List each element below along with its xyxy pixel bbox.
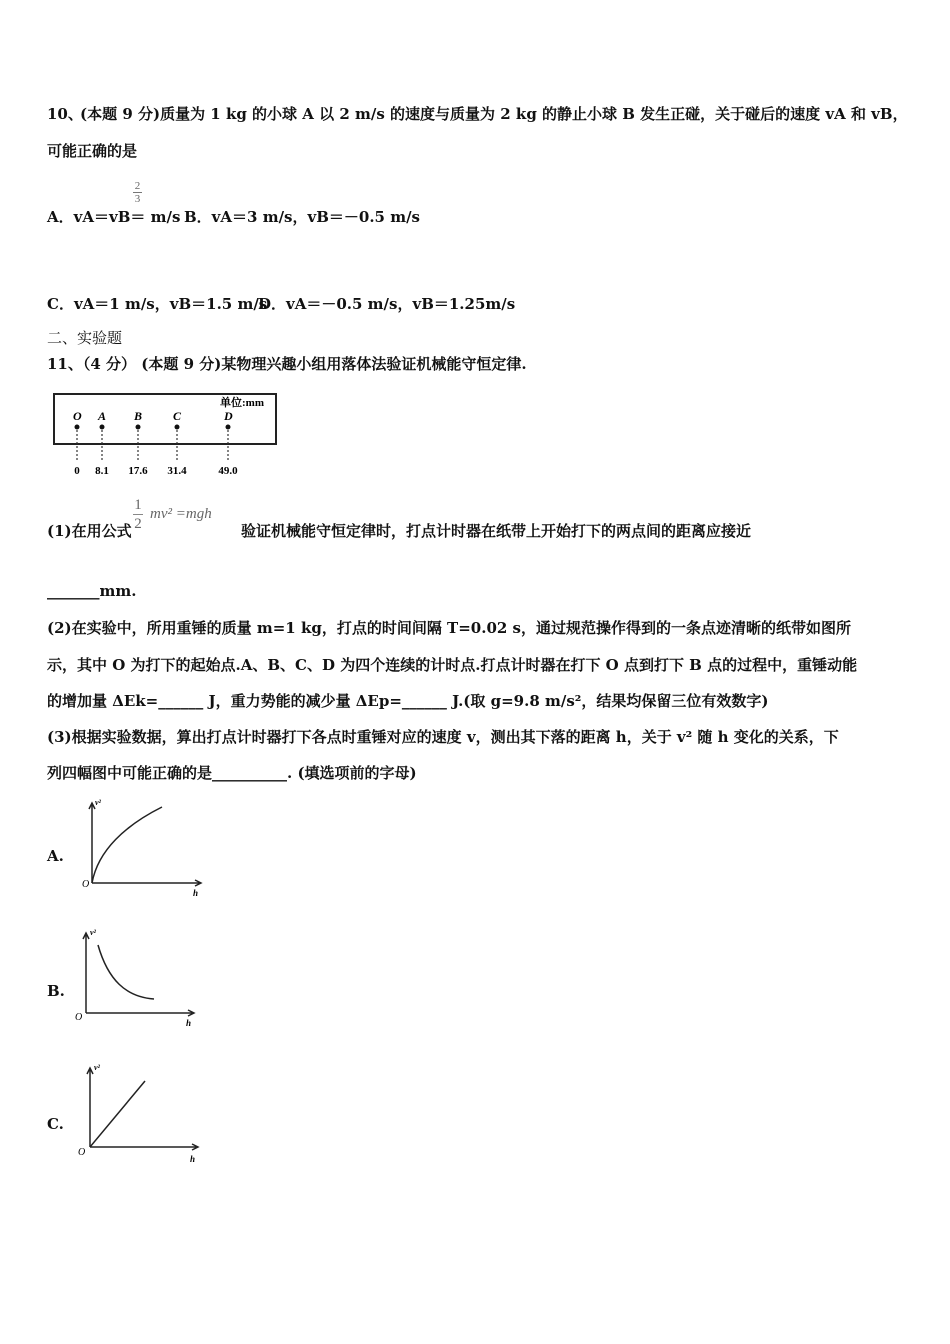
tape-distance-value: 8.1 [95,465,109,477]
formula-fraction [133,496,143,533]
q10-option-c: C．vA＝1 m/s，vB＝1.5 m/s [47,295,268,313]
formula-denominator: 2 [134,516,142,532]
q10-stem-line2: 可能正确的是 [47,142,138,160]
tape-dot [175,425,180,430]
q10-optA-numerator: 2 [134,180,141,192]
q11-p2-line3: 的增加量 ΔEk=______ J，重力势能的减少量 ΔEp=______ J.(取 g=9.8 m/s²，结果均保留三位有效数字) [47,692,769,710]
q10-option-d: D．vA＝－0.5 m/s，vB＝1.25m/s [258,295,516,313]
origin-label: O [82,879,90,890]
q10-number: 10、 [47,105,83,123]
formula-expression: mv² =mgh [150,506,212,522]
tape-point-label: O [73,409,82,423]
line-proportional [90,1081,145,1147]
q11-p1-blank: _______mm. [47,582,137,600]
origin-label: O [78,1147,86,1158]
q11-p1-suffix: 验证机械能守恒定律时，打点计时器在纸带上开始打下的两点间的距离应接近 [241,522,752,540]
tape-dot [226,425,231,430]
y-axis [89,803,95,883]
graph-b-label: B. [47,982,65,1000]
x-axis [92,880,201,886]
origin-label: O [75,1012,83,1023]
tape-distance-value: 31.4 [167,465,187,477]
tape-dot [136,425,141,430]
x-axis-label: h [186,1018,192,1028]
q10-stem-line1: (本题 9 分)质量为 1 kg 的小球 A 以 2 m/s 的速度与质量为 2 kg 的静止小球 B 发生正碰，关于碰后的速度 vA 和 vB， [80,105,908,123]
tape-point-label: D [224,409,233,423]
graph-a-label: A. [47,847,64,865]
curve-concave [92,807,162,883]
q11-p3-line1: (3)根据实验数据，算出打点计时器打下各点时重锤对应的速度 v，测出其下落的距离 h，关于 v² 随 h 变化的关系，下 [47,728,839,746]
paper-tape-figure [50,388,282,480]
tape-point-label: C [173,409,182,423]
tape-dot [100,425,105,430]
q11-p2-line1: (2)在实验中，所用重锤的质量 m=1 kg，打点的时间间隔 T=0.02 s，通过规范操作得到的一条点迹清晰的纸带如图所 [47,619,851,637]
x-axis-label: h [193,888,199,898]
q10-optA-fraction [133,180,142,205]
tape-unit: 单位:mm [220,397,264,409]
q11-p3-line2: 列四幅图中可能正确的是__________. (填选项前的字母) [47,764,417,782]
y-axis [83,933,89,1013]
tape-point-label: B [134,409,143,423]
q11-p2-line2: 示，其中 O 为打下的起始点.A、B、C、D 为四个连续的计时点.打点计时器在打下 O 点到打下 B 点的过程中，重锤动能 [47,656,858,674]
graph-c-label: C. [47,1115,64,1133]
tape-distance-value: 49.0 [218,465,238,477]
y-axis-label: v² [90,928,96,937]
q10-option-b: B．vA＝3 m/s，vB＝－0.5 m/s [184,208,420,226]
graph-c [74,1060,206,1168]
x-axis [86,1010,194,1016]
tape-dot [75,425,80,430]
q10-option-a: A．vA＝vB＝ m/s [47,208,181,226]
curve-decreasing [98,945,154,999]
tape-point-label: A [98,409,107,423]
q11-title: 11、（4 分） (本题 9 分)某物理兴趣小组用落体法验证机械能守恒定律. [47,355,527,373]
q10-optA-denominator: 3 [134,193,141,205]
y-axis [87,1068,93,1147]
y-axis-label: v² [95,798,101,807]
y-axis-label: v² [94,1063,100,1072]
formula-numerator: 1 [134,497,142,513]
q11-p1-prefix: (1)在用公式 [47,522,132,540]
tape-distance-value: 17.6 [128,465,148,477]
x-axis [90,1144,198,1150]
graph-a [76,795,211,900]
graph-b [74,925,204,1033]
x-axis-label: h [190,1154,196,1164]
tape-distance-value: 0 [74,465,80,477]
section-heading: 二、实验题 [47,329,123,347]
